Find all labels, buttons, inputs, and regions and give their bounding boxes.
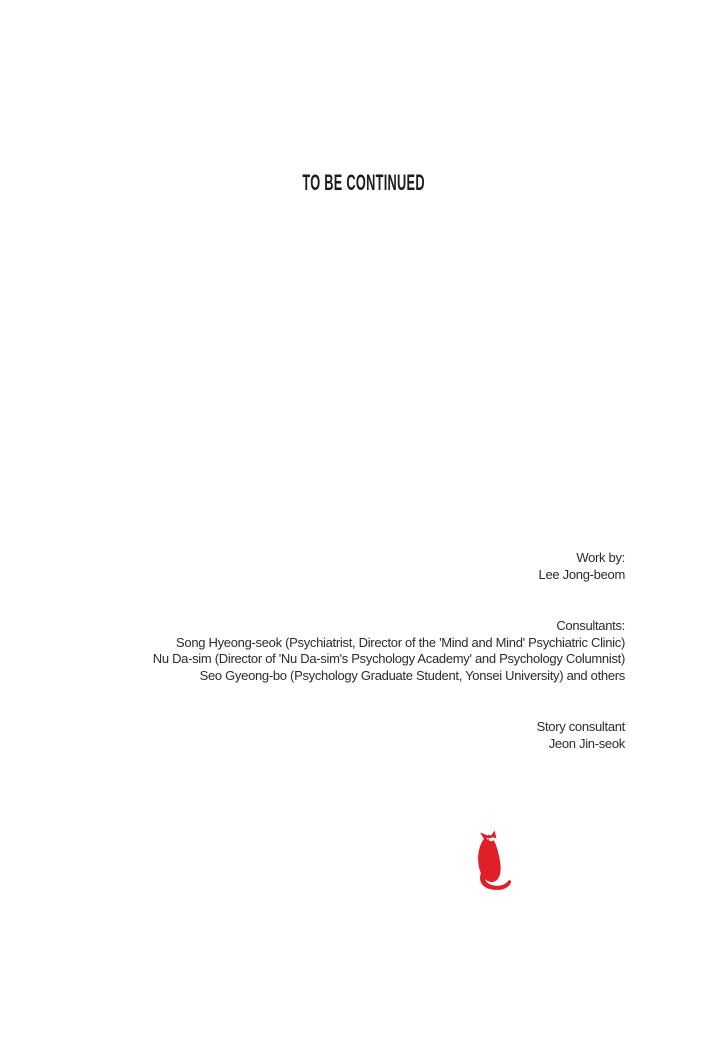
- work-credit-heading: Work by:: [576, 550, 625, 565]
- consultants-heading: Consultants:: [556, 618, 625, 633]
- to-be-continued-text: TO BE CONTINUED: [302, 170, 426, 195]
- cat-face-spot: [489, 838, 494, 842]
- story-consultant-block: [0, 719, 625, 752]
- story-consultant-heading: Story consultant: [536, 719, 625, 734]
- story-consultant-name: Jeon Jin-seok: [548, 735, 625, 751]
- consultants-credit-block: [0, 618, 625, 684]
- red-cat-logo-icon: [467, 830, 513, 892]
- consultant-line: Seo Gyeong-bo (Psychology Graduate Student, Yonsei University) and others: [199, 667, 625, 683]
- red-cat-logo-svg: [467, 830, 513, 892]
- work-credit-name: Lee Jong-beom: [538, 566, 625, 582]
- cat-face-dot: [487, 838, 489, 840]
- consultant-line: Nu Da-sim (Director of 'Nu Da-sim's Psychology Academy' and Psychology Columnist): [152, 651, 625, 666]
- work-credit-block: [0, 550, 625, 583]
- consultant-line: Song Hyeong-seok (Psychiatrist, Director of the 'Mind and Mind' Psychiatric Clinic): [176, 634, 625, 650]
- to-be-continued-banner: [0, 172, 728, 197]
